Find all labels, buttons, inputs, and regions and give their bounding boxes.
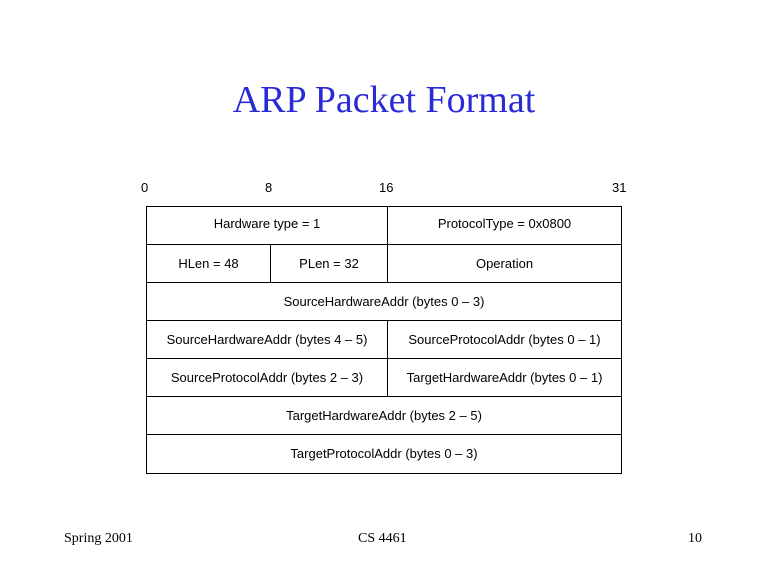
field-hlen: HLen = 48 bbox=[178, 255, 239, 271]
footer-date: Spring 2001 bbox=[64, 531, 133, 546]
field-target-hardware-addr-0-1: TargetHardwareAddr (bytes 0 – 1) bbox=[406, 369, 603, 385]
field-source-hardware-addr-0-3: SourceHardwareAddr (bytes 0 – 3) bbox=[283, 293, 485, 309]
footer-course: CS 4461 bbox=[358, 531, 407, 546]
bit-label-0: 0 bbox=[141, 180, 149, 195]
bit-label-16: 16 bbox=[379, 180, 394, 195]
field-operation: Operation bbox=[475, 255, 534, 271]
arp-packet-table bbox=[146, 206, 622, 474]
field-source-protocol-addr-0-1: SourceProtocolAddr (bytes 0 – 1) bbox=[408, 331, 601, 347]
slide-title: ARP Packet Format bbox=[232, 79, 536, 121]
field-source-protocol-addr-2-3: SourceProtocolAddr (bytes 2 – 3) bbox=[170, 369, 364, 385]
field-protocol-type: ProtocolType = 0x0800 bbox=[437, 215, 572, 231]
field-target-hardware-addr-2-5: TargetHardwareAddr (bytes 2 – 5) bbox=[286, 407, 482, 423]
field-source-hardware-addr-4-5: SourceHardwareAddr (bytes 4 – 5) bbox=[166, 331, 368, 347]
field-hardware-type: Hardware type = 1 bbox=[213, 215, 321, 231]
footer-page-number: 10 bbox=[688, 531, 702, 546]
field-plen: PLen = 32 bbox=[299, 255, 359, 271]
bit-label-8: 8 bbox=[265, 180, 273, 195]
bit-label-31: 31 bbox=[612, 180, 627, 195]
field-target-protocol-addr-0-3: TargetProtocolAddr (bytes 0 – 3) bbox=[290, 445, 478, 461]
